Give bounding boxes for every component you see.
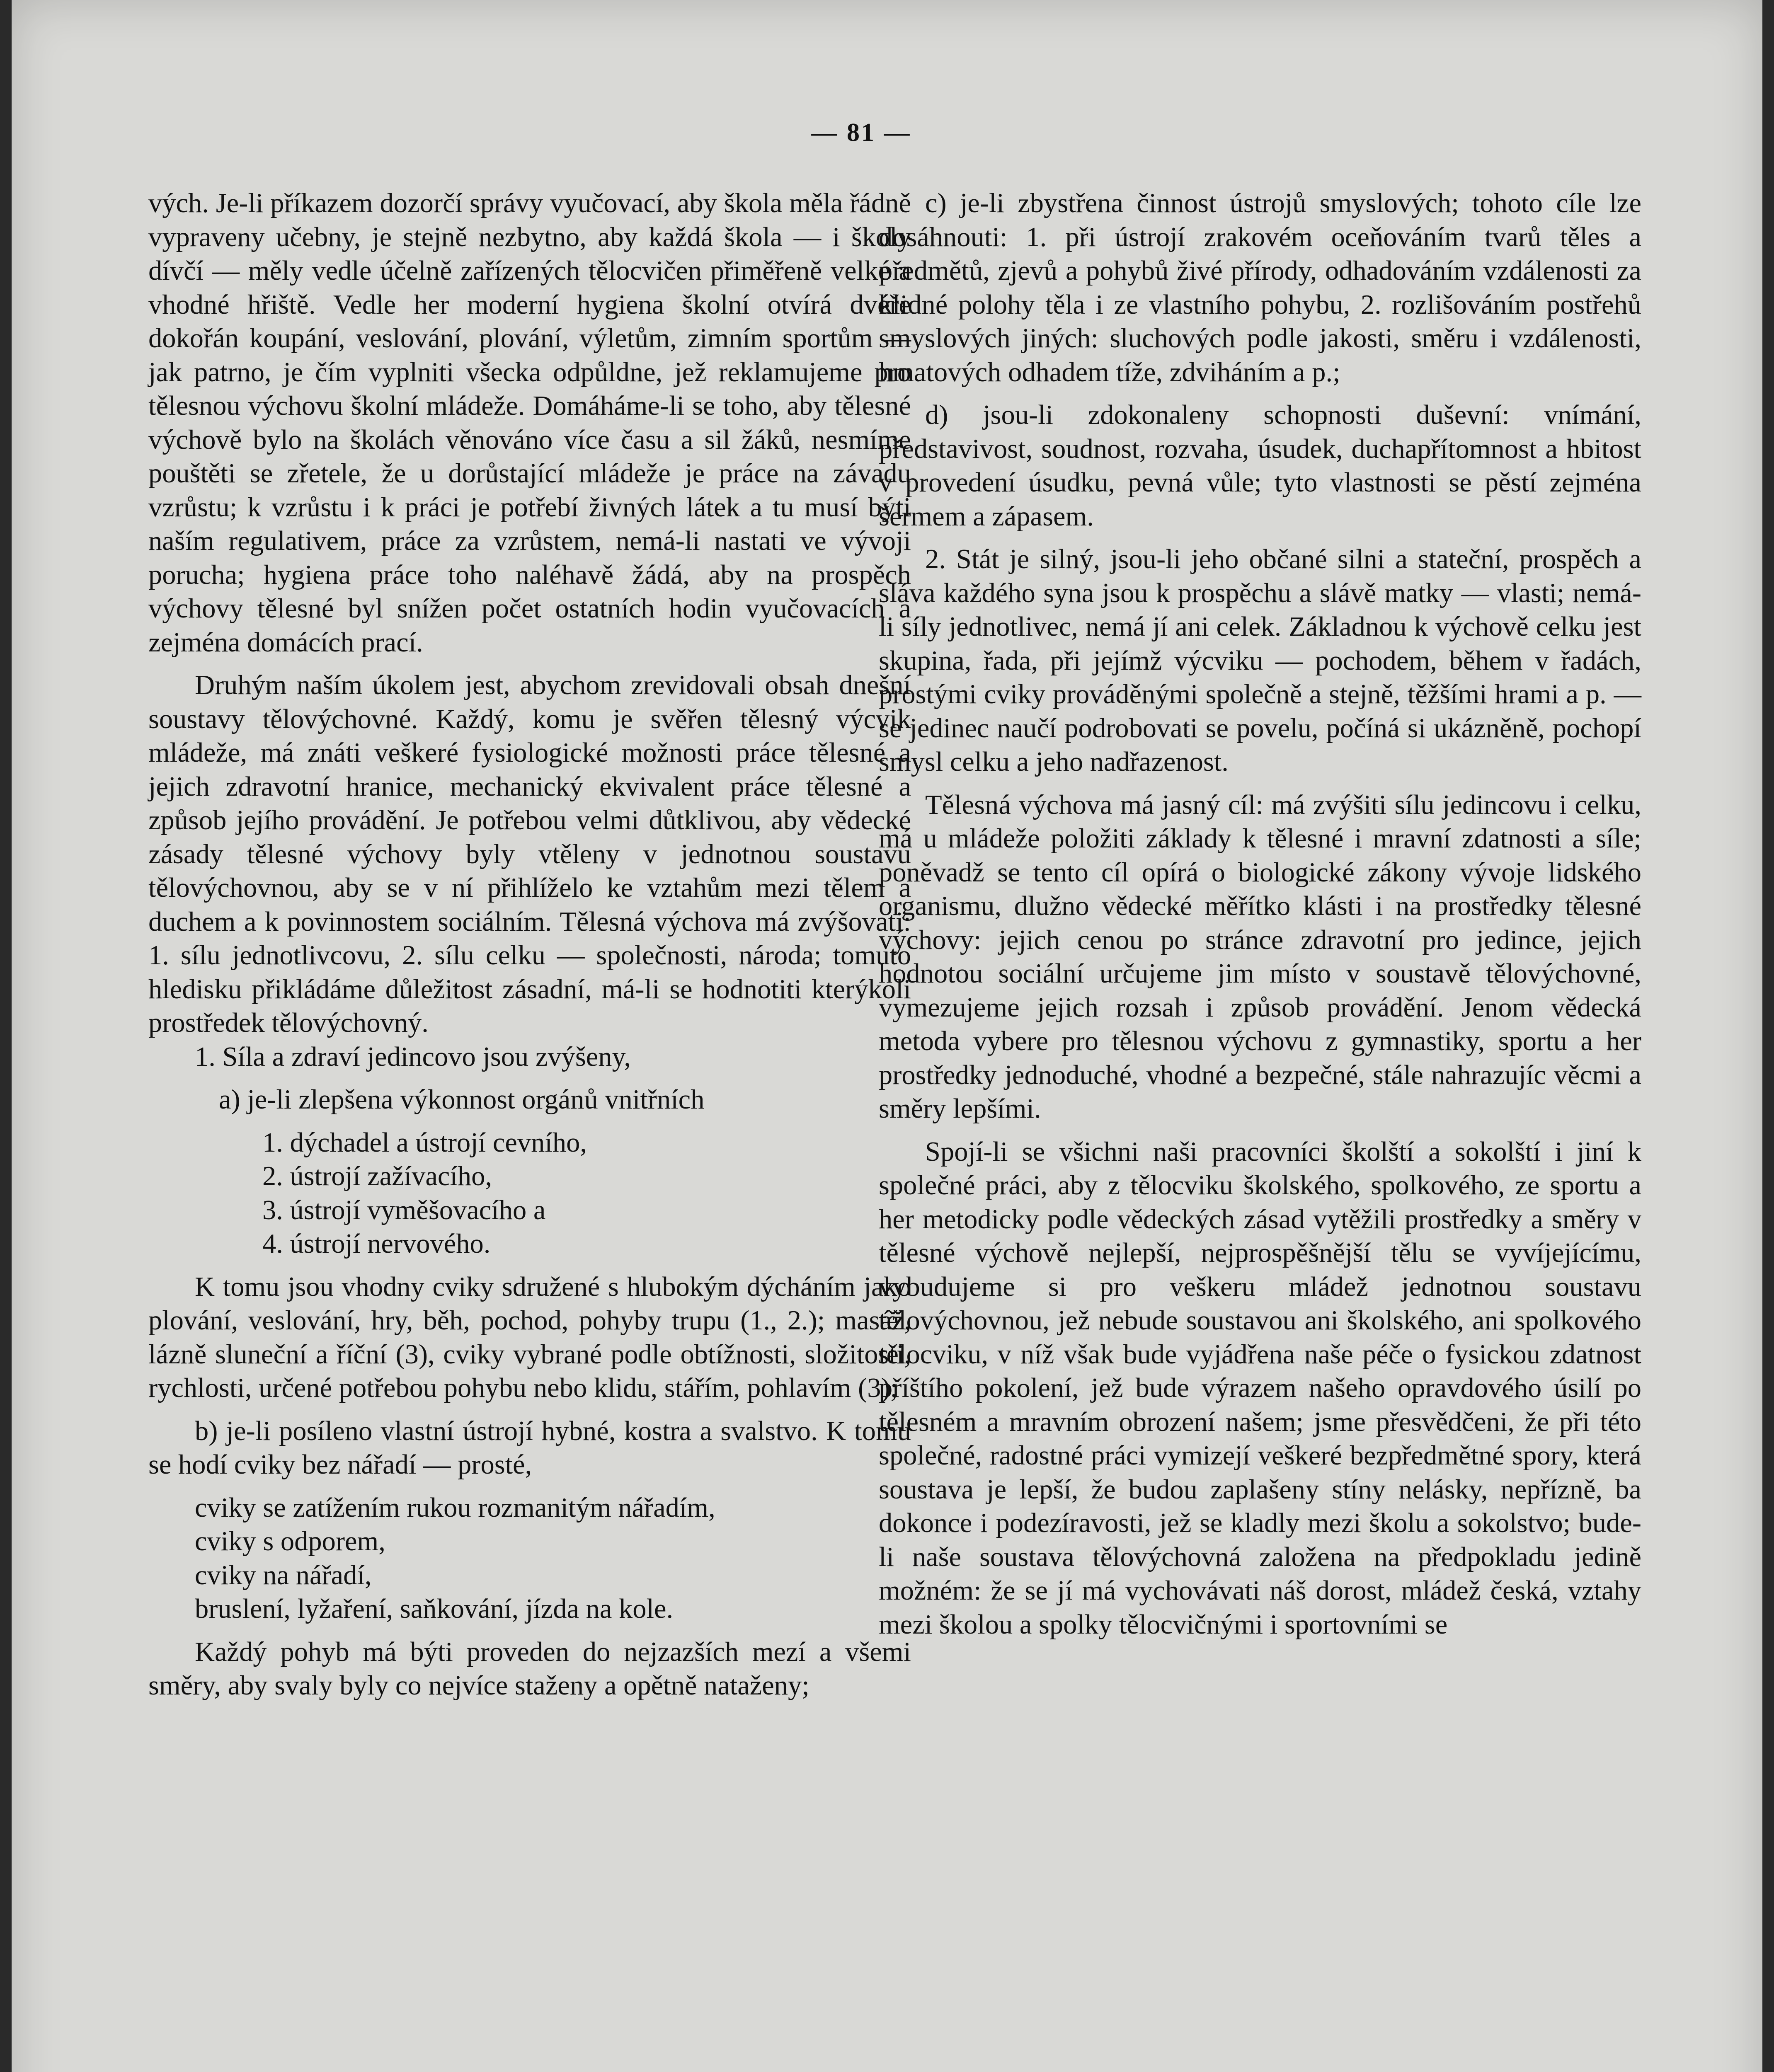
paragraph: 2. Stát je silný, jsou-li jeho občané silni a stateční, prospěch a sláva každého syna jsou k prospěchu a slávě matky — vlasti; nemá-li síly jednotlivec, nemá jí ani celek. Základnou k výchově celku jest skupina, řada, při jejímž výcviku — pochodem, během v řadách, prostými cviky prováděnými společně a stejně, těžšími hrami a p. — se jedinec naučí podrobovati se povelu, počíná si ukázněně, pochopí smysl celku a jeho nadřazenost. <box>879 544 1641 777</box>
paragraph: b) je-li posíleno vlastní ústrojí hybné, kostra a svalstvo. K tomu se hodí cviky bez nářadí — prosté, <box>148 1416 911 1480</box>
paragraph: 2. ústrojí zažívacího, <box>262 1161 492 1191</box>
paragraph: 3. ústrojí vyměšovacího a <box>262 1195 546 1225</box>
paragraph: c) je-li zbystřena činnost ústrojů smyslových; tohoto cíle lze dosáhnouti: 1. při ústrojí zrakovém oceňováním tvarů těles a předmětů, zjevů a pohybů živé přírody, odhadováním vzdálenosti za klidné polohy těla i ze vlastního pohybu, 2. rozlišováním postřehů smyslových jiných: sluchových podle jakosti, směru i vzdálenosti, hmatových odhadem tíže, zdviháním a p.; <box>879 188 1641 387</box>
page-number: — 81 — <box>811 119 911 147</box>
paragraph: cviky na nářadí, <box>195 1560 372 1590</box>
paragraph: cviky s odporem, <box>195 1526 385 1556</box>
paragraph: Každý pohyb má býti proveden do nejzazších mezí a všemi směry, aby svaly byly co nejvíce staženy a opětně nataženy; <box>148 1636 911 1701</box>
paragraph: bruslení, lyžaření, saňkování, jízda na kole. <box>195 1594 674 1624</box>
paragraph: a) je-li zlepšena výkonnost orgánů vnitřních <box>219 1084 705 1115</box>
paragraph: Tělesná výchova má jasný cíl: má zvýšiti sílu jedincovu i celku, má u mládeže položiti základy k tělesné i mravní zdatnosti a síle; poněvadž se tento cíl opírá o biologické zákony vývoje lidského organismu, dlužno vědecké měřítko klásti i na prostředky tělesné výchovy: jejich cenou po stránce zdravotní pro jedince, jejich hodnotou sociální určujeme jim místo v soustavě tělovýchovné, vymezujeme jejich rozsah i způsob provádění. Jenom vědecká metoda vybere pro tělesnou výchovu z gymnastiky, sportu a her prostředky jednoduché, vhodné a bezpečné, stále nahrazujíc věcmi a směry lepšími. <box>879 789 1641 1124</box>
paragraph: vých. Je-li příkazem dozorčí správy vyučovací, aby škola měla řádně vypraveny učebny, je stejně nezbytno, aby každá škola — i školy dívčí — měly vedle účelně zařízených tělocvičen přiměřeně velké a vhodné hřiště. Vedle her moderní hygiena školní otvírá dvéře dokořán koupání, veslování, plování, výletům, zimním sportům — jak patrno, je čím vyplniti všecka odpůldne, jež reklamujeme pro tělesnou výchovu školní mládeže. Domáháme-li se toho, aby tělesné výchově bylo na školách věnováno více času a sil žáků, nesmíme pouštěti se zřetele, že u dorůstající mládeže je práce na závadu vzrůstu; k vzrůstu i k práci je potřebí živných látek a tu musí býti naším regulativem, práce za vzrůstem, nemá-li nastati ve vývoji porucha; hygiena práce toho naléhavě žádá, aby na prospěch výchovy tělesné byl snížen počet ostatních hodin vyučovacích a zejména domácích prací. <box>148 188 911 658</box>
right-column <box>879 186 1641 1641</box>
scanned-page <box>12 0 1762 2072</box>
paragraph: Spojí-li se všichni naši pracovníci školští a sokolští i jiní k společné práci, aby z tělocviku školského, spolkového, ze sportu a her metodicky podle vědeckých zásad vytěžili prostředky a směry v tělesné výchově nejlepší, nejprospěšnější tělu se vyvíjejícímu, vybudujeme si pro veškeru mládež jednotnou soustavu tělovýchovnou, jež nebude soustavou ani školského, ani spolkového tělocviku, v níž však bude vyjádřena naše péče o fysickou zdatnost příštího pokolení, jež bude výrazem našeho opravdového úsilí po tělesném a mravním obrození našem; jsme přesvědčeni, že při této společné, radostné práci vymizejí veškeré bezpředmětné spory, která soustava je lepší, že budou zaplašeny stíny nelásky, nepřízně, ba dokonce i podezíravosti, jež se kladly mezi školu a sokolstvo; bude-li naše soustava tělovýchovná založena na předpokladu jedině možném: že se jí má vychovávati náš dorost, mládež česká, vztahy mezi školou a spolky tělocvičnými i sportovními se <box>879 1136 1641 1640</box>
paragraph: 1. dýchadel a ústrojí cevního, <box>262 1127 587 1158</box>
paragraph: d) jsou-li zdokonaleny schopnosti duševní: vnímání, představivost, soudnost, rozvaha, úsudek, duchapřítomnost a hbitost v provedení úsudku, pevná vůle; tyto vlastnosti se pěstí zejména šermem a zápasem. <box>879 400 1641 532</box>
left-column <box>148 186 911 1703</box>
paragraph: Druhým naším úkolem jest, abychom zrevidovali obsah dnešní soustavy tělovýchovné. Každý, komu je svěřen tělesný výcvik mládeže, má znáti veškeré fysiologické možnosti práce tělesné a jejich zdravotní hranice, mechanický ekvivalent práce tělesné a způsob jejího provádění. Je potřebou velmi důtklivou, aby vědecké zásady tělesné výchovy byly vtěleny v jednotnou soustavu tělovýchovnou, aby se v ní přihlíželo ke vztahům mezi tělem a duchem a k povinnostem sociálním. Tělesná výchova má zvýšovati: 1. sílu jednotlivcovu, 2. sílu celku — společnosti, národa; tomuto hledisku přikládáme důležitost zásadní, má-li se hodnotiti kterýkoli prostředek tělovýchovný. <box>148 670 911 1038</box>
paragraph: K tomu jsou vhodny cviky sdružené s hlubokým dýcháním jako plování, veslování, hry, běh, pochod, pohyby trupu (1., 2.); masáž, lázně sluneční a říční (3), cviky vybrané podle obtížnosti, složitosti, rychlosti, určené potřebou pohybu nebo klidu, stářím, pohlavím (3); <box>148 1271 911 1403</box>
paragraph: 1. Síla a zdraví jedincovo jsou zvýšeny, <box>195 1041 631 1072</box>
paragraph: 4. ústrojí nervového. <box>262 1229 491 1259</box>
paragraph: cviky se zatížením rukou rozmanitým nářadím, <box>195 1492 715 1523</box>
